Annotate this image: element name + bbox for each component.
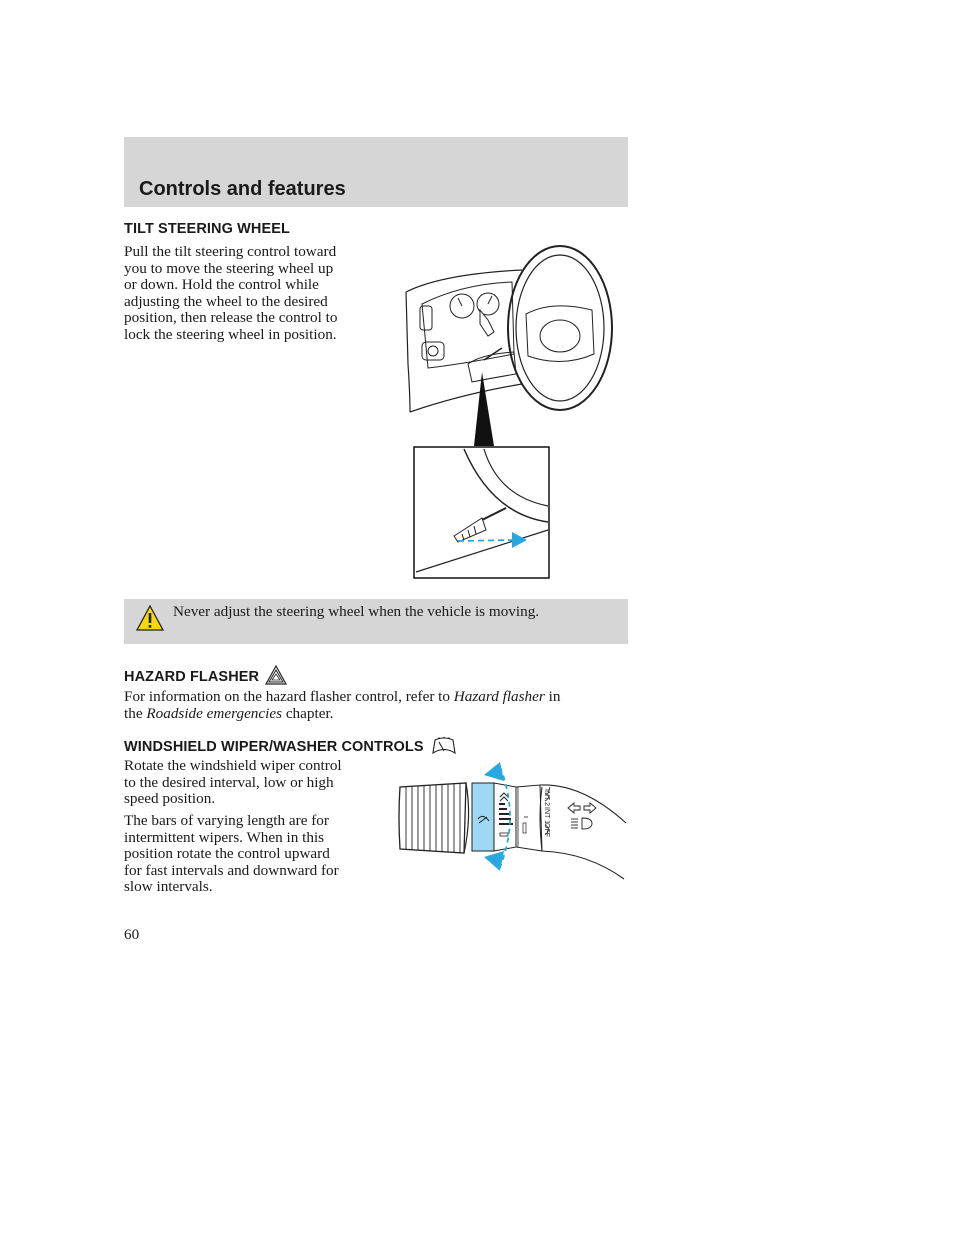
text-line: Rotate the windshield wiper control [124, 757, 342, 774]
text-line: for fast intervals and downward for [124, 861, 339, 879]
text-run: For information on the hazard flasher control, refer to [124, 688, 454, 705]
text-line: The bars of varying length are for [124, 812, 329, 829]
text-line: you to move the steering wheel up [124, 259, 334, 277]
wiper-washer-heading-text: WINDSHIELD WIPER/WASHER CONTROLS [124, 739, 424, 755]
wiper-washer-heading [124, 736, 457, 756]
text-line: slow intervals. [124, 878, 213, 895]
roadside-emergencies-reference: Roadside emergencies [146, 704, 283, 722]
hazard-flasher-body [124, 689, 560, 722]
text-line: or down. Hold the control while [124, 276, 319, 293]
page-number: 60 [124, 926, 140, 943]
hazard-flasher-reference: Hazard flasher [453, 688, 545, 705]
hazard-flasher-heading-text: HAZARD FLASHER [124, 669, 260, 685]
text-line [124, 706, 560, 723]
text-run: in [544, 688, 561, 705]
warning-band [124, 599, 628, 644]
text-line: Pull the tilt steering control toward [124, 243, 337, 260]
chapter-title: Controls and features [139, 178, 346, 200]
text-run: chapter. [282, 704, 334, 722]
warning-text: Never adjust the steering wheel when the vehicle is moving. [173, 603, 540, 620]
tilt-steering-body [124, 244, 337, 343]
text-line [124, 689, 560, 706]
wiper-body-paragraph-2 [124, 813, 339, 896]
stalk-label-int1: INT 1 [543, 807, 550, 824]
stalk-label-int2: INT 2 [543, 789, 550, 806]
text-line: intermittent wipers. When in this [124, 828, 325, 846]
text-run: the [124, 704, 147, 722]
text-line: position rotate the control upward [124, 845, 330, 862]
text-line: speed position. [124, 790, 216, 807]
text-line: to the desired interval, low or high [124, 773, 334, 791]
hazard-triangle-icon [265, 665, 287, 685]
chapter-header-band [124, 137, 628, 207]
windshield-wiper-icon [431, 736, 457, 756]
hazard-flasher-heading [124, 665, 287, 685]
wiper-body-paragraph-1 [124, 758, 342, 808]
text-line: adjusting the wheel to the desired [124, 292, 328, 310]
wiper-stalk-illustration [392, 757, 628, 881]
steering-wheel-illustration [402, 244, 628, 584]
tilt-steering-heading: TILT STEERING WHEEL [124, 221, 290, 237]
warning-triangle-icon [136, 604, 164, 632]
text-line: lock the steering wheel in position. [124, 325, 337, 343]
text-line: position, then release the control to [124, 309, 338, 326]
stalk-label-off: OFF [543, 823, 550, 837]
